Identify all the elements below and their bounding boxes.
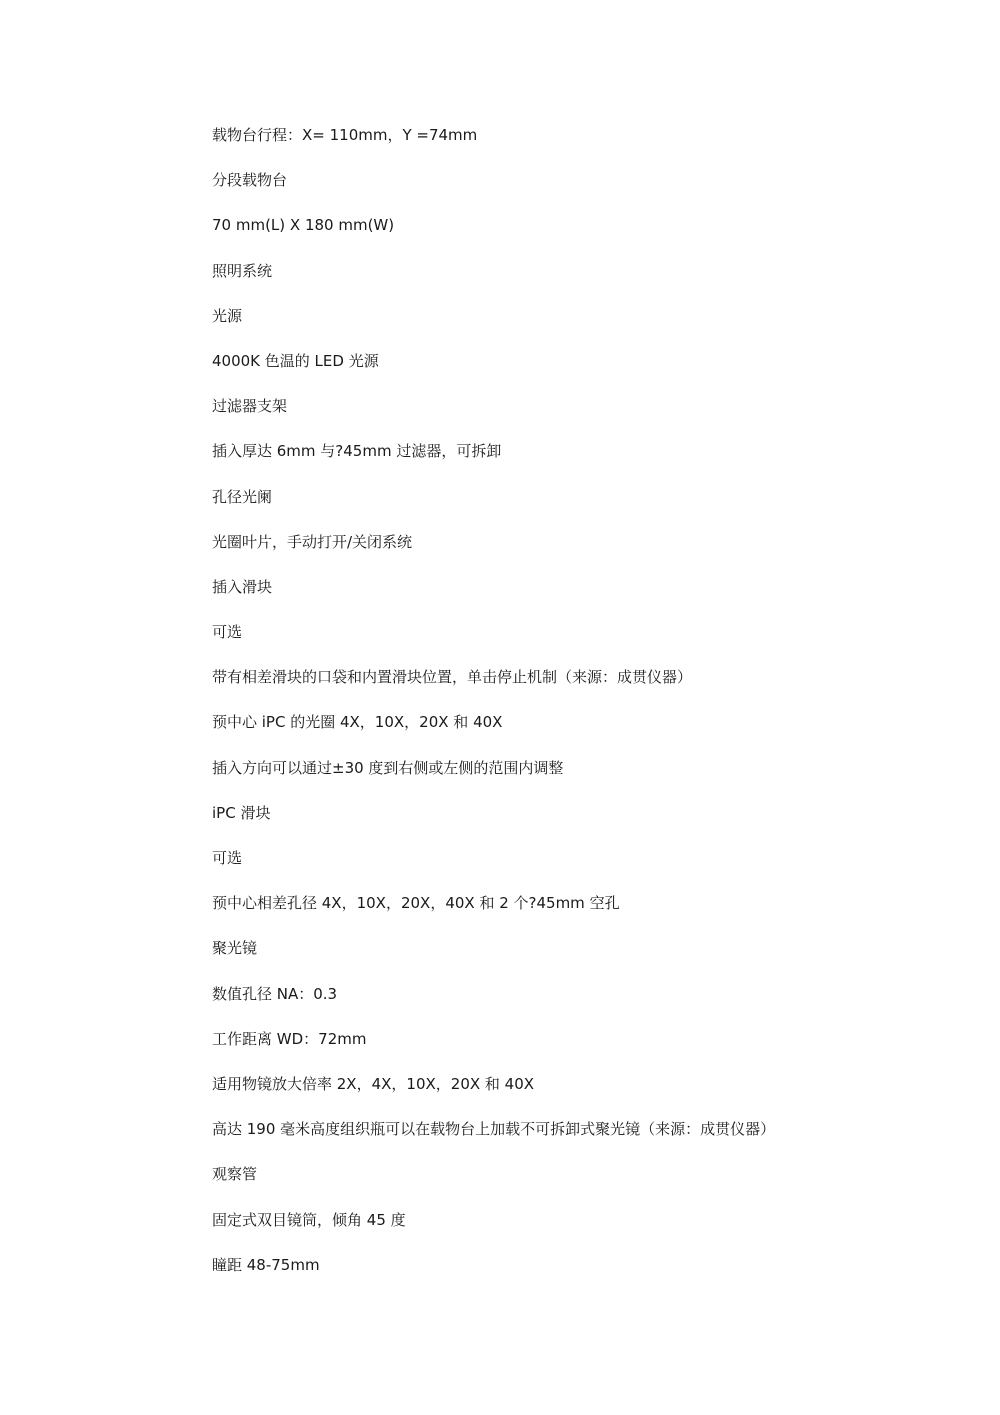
ipc-slider-heading: iPC 滑块 — [212, 803, 271, 822]
insert-direction-line: 插入方向可以通过±30 度到右侧或左侧的范围内调整 — [212, 758, 564, 777]
optional-label: 可选 — [212, 849, 243, 867]
objective-magnification-line: 适用物镜放大倍率 2X，4X，10X，20X 和 40X — [212, 1074, 535, 1093]
condenser-heading: 聚光镜 — [212, 939, 258, 958]
observation-tube-heading: 观察管 — [212, 1165, 258, 1184]
stage-travel-line: 载物台行程：X= 110mm，Y =74mm — [212, 126, 478, 144]
numerical-aperture-line: 数值孔径 NA：0.3 — [212, 984, 338, 1003]
illumination-system-heading: 照明系统 — [212, 261, 273, 280]
filter-holder-line: 插入厚达 6mm 与?45mm 过滤器，可拆卸 — [212, 442, 502, 461]
binocular-tube-line: 固定式双目镜筒，倾角 45 度 — [212, 1210, 406, 1229]
phase-aperture-line: 预中心相差孔径 4X，10X，20X，40X 和 2 个?45mm 空孔 — [212, 894, 620, 913]
document-body — [212, 124, 912, 1299]
filter-holder-heading: 过滤器支架 — [212, 397, 288, 416]
tissue-flask-line: 高达 190 毫米高度组织瓶可以在载物台上加载不可拆卸式聚光镜（来源：成贯仪器） — [212, 1120, 776, 1139]
ipc-aperture-line: 预中心 iPC 的光圈 4X，10X，20X 和 40X — [212, 713, 503, 732]
segmented-stage-heading: 分段载物台 — [212, 171, 288, 190]
stage-dimensions-line: 70 mm(L) X 180 mm(W) — [212, 216, 395, 235]
interpupillary-distance-line: 瞳距 48-75mm — [212, 1255, 320, 1274]
aperture-diaphragm-line: 光圈叶片，手动打开/关闭系统 — [212, 532, 413, 551]
aperture-diaphragm-heading: 孔径光阑 — [212, 487, 273, 506]
insert-slider-heading: 插入滑块 — [212, 577, 273, 596]
working-distance-line: 工作距离 WD：72mm — [212, 1029, 367, 1048]
light-source-heading: 光源 — [212, 306, 243, 325]
phase-slider-line: 带有相差滑块的口袋和内置滑块位置，单击停止机制（来源：成贯仪器） — [212, 668, 693, 687]
light-source-line: 4000K 色温的 LED 光源 — [212, 351, 379, 370]
optional-label: 可选 — [212, 623, 243, 642]
